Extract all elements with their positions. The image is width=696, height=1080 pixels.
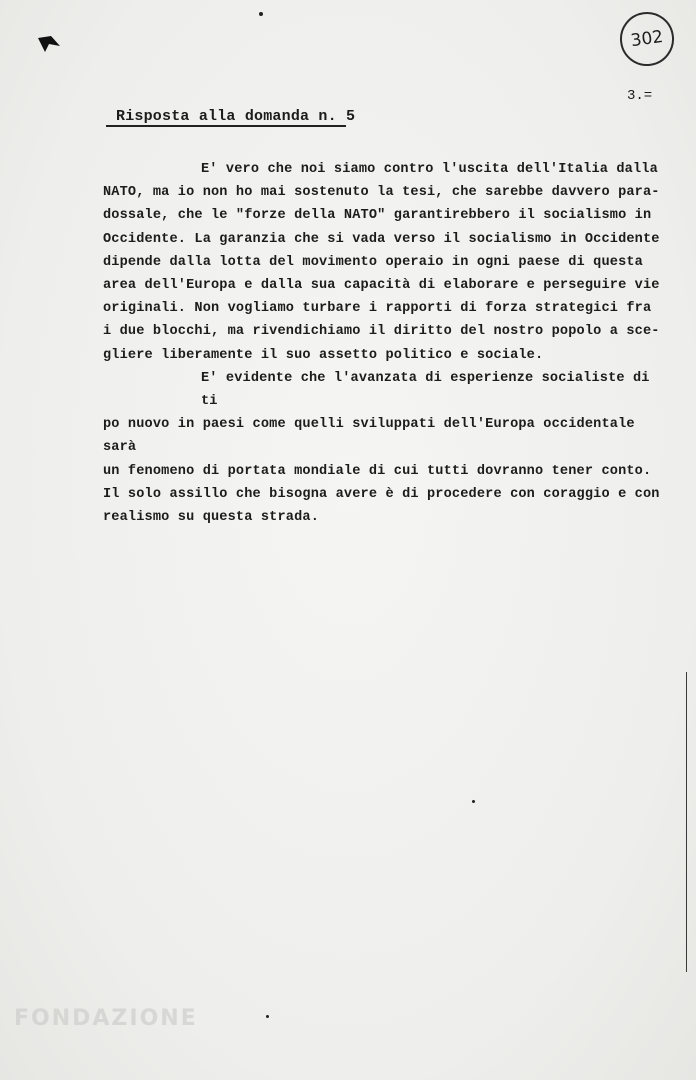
text-line: realismo su questa strada. <box>103 510 319 526</box>
text-line: E' evidente che l'avanzata di esperienze socialiste di ti <box>201 370 650 410</box>
page-title: Risposta alla domanda n. 5 <box>116 108 356 125</box>
text-line: originali. Non vogliamo turbare i rapporti di forza strategici fra <box>103 301 652 317</box>
text-line: area dell'Europa e dalla sua capacità di elaborare e perseguire vie <box>103 278 660 294</box>
watermark: FONDAZIONE <box>14 1006 198 1031</box>
paragraph-1 <box>103 158 663 367</box>
text-line: un fenomeno di portata mondiale di cui tutti dovranno tener conto. <box>103 463 652 479</box>
text-line: Il solo assillo che bisogna avere è di procedere con coraggio e con <box>103 486 660 502</box>
ink-dot <box>472 800 475 803</box>
archive-stamp-number: 302 <box>629 26 665 52</box>
text-line: NATO, ma io non ho mai sostenuto la tesi, che sarebbe davvero para- <box>103 185 660 201</box>
archive-stamp <box>617 9 678 70</box>
text-line: po nuovo in paesi come quelli sviluppati dell'Europa occidentale sarà <box>103 417 635 456</box>
ink-dot <box>266 1015 269 1018</box>
ink-mark-icon <box>37 34 61 54</box>
margin-line <box>686 672 687 972</box>
text-line: E' vero che noi siamo contro l'uscita dell'Italia dalla <box>201 162 658 177</box>
page-number: 3.= <box>627 88 653 104</box>
text-line: i due blocchi, ma rivendichiamo il diritto del nostro popolo a sce- <box>103 324 660 340</box>
body-text <box>103 158 663 529</box>
ink-dot <box>259 12 263 16</box>
text-line: gliere liberamente il suo assetto politico e sociale. <box>103 347 544 363</box>
text-line: dossale, che le "forze della NATO" garantirebbero il socialismo in <box>103 208 652 224</box>
paragraph-2 <box>103 367 663 529</box>
text-line: dipende dalla lotta del movimento operaio in ogni paese di questa <box>103 254 643 270</box>
text-line: Occidente. La garanzia che si vada verso il socialismo in Occidente <box>103 231 660 247</box>
heading-underline <box>106 125 346 127</box>
